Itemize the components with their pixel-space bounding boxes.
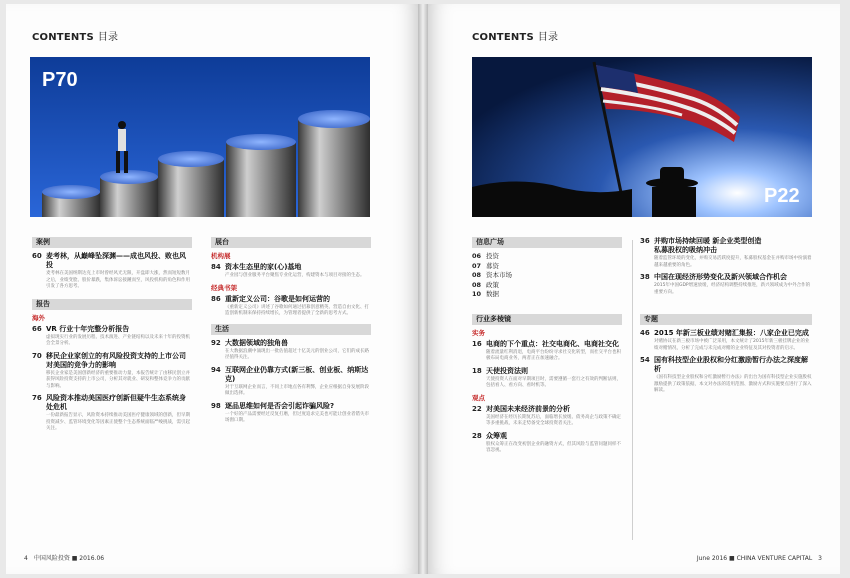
toc-item-22[interactable]: 22 对美国未来经济前景的分析 美国经济在经历长期复苏后，面临增长放缓、债务高企与政策不确定等多重挑战，未来走势备受全球投资者关注。	[472, 404, 621, 426]
book-spine	[418, 4, 428, 574]
flag-hero-image	[472, 57, 812, 217]
toc-item-60[interactable]: 60 麦考林，从巅峰坠深渊——成也风投、败也风投 麦考林在美国纳斯达克上市时曾经风光无限，开盘即大涨，然而短短数月之后，业绩变脸、股价暴跌，集体诉讼接踵而至，风投机构的角色和作用引发了各方思考。	[32, 252, 190, 289]
contents-header	[472, 28, 558, 43]
toc-item-54[interactable]: 54 国有科技型企业股权和分红激励暂行办法之深度解析 《国有科技型企业股权和分红激励暂行办法》的出台为国有科技型企业实施股权激励提供了政策依据，本文对办法的适用范围、激励方式和实施要点进行了深入解读。	[640, 356, 812, 393]
subsection-viewpoint: 观点	[472, 393, 485, 402]
section-header-industry: 行业多棱镜	[472, 314, 622, 325]
toc-item-70[interactable]: 70 移民企业家创立的有风险投资支持的上市公司对美国的竞争力的影响 移民企业家是美国创新经济的重要推动力量，本报告统计了由移民创立并获得风险投资支持的上市公司，分析其对就业、研发和整体竞争力的贡献与影响。	[32, 351, 190, 389]
subsection-overseas: 海外	[32, 313, 45, 322]
contents-title: CONTENTS	[32, 32, 94, 43]
contents-header	[32, 28, 118, 43]
toc-item-84[interactable]: 84 资本生态里的家(心)基地 产业园与创业服务平台聚焦专业化运营，构建资本与项目对接的生态。	[211, 263, 365, 278]
contents-title: CONTENTS	[472, 32, 534, 43]
toc-item-08b[interactable]: 08 政策	[472, 280, 499, 289]
toc-item-76[interactable]: 76 风险资本推动美国医疗创新但疑牛生态系统身处危机 一份最新报告显示，风险资本持续推动美国医疗健康领域的创新，但早期投资减少、监管环境变化等因素正使整个生态系统面临严峻挑战，需引起关注。	[32, 394, 190, 431]
toc-item-10[interactable]: 10 数据	[472, 290, 499, 298]
toc-item-06[interactable]: 06 投资	[472, 252, 499, 260]
toc-item-36[interactable]: 36 并购市场持续回暖 新企业类型创造 私募股权的吸纳冲击 随着监管环境的变化，并购交易活跃度提升，私募股权基金在并购市场中扮演着越来越重要的角色。	[640, 237, 812, 268]
contents-title-cn: 目录	[97, 32, 119, 43]
toc-item-38[interactable]: 38 中国在现经济形势变化及新兴领域合作机会 2015年中国GDP增速放缓，经济结构调整持续推进，新兴领域成为中外合作的重要方向。	[640, 273, 811, 295]
section-header-info-plaza: 信息广场	[472, 237, 622, 248]
toc-item-66[interactable]: 66 VR 行业十年完整分析报告 虚拟现实行业的发展历程、技术演进、产业链结构以及未来十年的投资机会全景分析。	[32, 324, 190, 346]
coins-hero-image	[30, 57, 370, 217]
left-page-footer: 4 中国风险投资 ■ 2016.06	[24, 555, 105, 562]
coins-stacks-illustration	[30, 57, 370, 217]
flag-cowboy-illustration	[472, 57, 812, 217]
page-label-p70: P70	[42, 69, 78, 91]
subsection-institution: 机构展	[211, 252, 231, 260]
contents-title-cn: 目录	[537, 32, 559, 43]
toc-item-98[interactable]: 98 逐品思维如何是否会引起诈骗风险? 一个好的产品需要经过反复打磨，但过度追求完美也可能让创业者错失市场窗口期。	[211, 401, 369, 423]
section-header-life: 生活	[211, 324, 371, 335]
toc-item-16[interactable]: 16 电商的下个重点：社交电商化、电商社交化 随着流量红利消退，电商平台纷纷寻求社交化转型，而社交平台也积极布局电商业务，两者正在加速融合。	[472, 339, 621, 361]
right-page-footer: June 2016 ■ CHINA VENTURE CAPITAL 3	[696, 555, 822, 562]
right-column-topics	[640, 237, 812, 399]
toc-item-94[interactable]: 94 互联网企业仍靠方式(新三板、创业板、纳斯达克) 对于互联网企业而言，不同上市地点各有利弊，企业应根据自身发展阶段做出选择。	[211, 365, 369, 396]
right-column-info	[472, 237, 622, 459]
toc-item-86[interactable]: 86 重新定义公司：谷歌是如何运营的 《重新定义公司》讲述了谷歌如何通过招募创意精英、营造自由文化、打造创新机制来保持持续增长，为管理者提供了全新的思考方式。	[211, 294, 369, 316]
page-label-p22: P22	[764, 185, 800, 207]
toc-item-18[interactable]: 18 天使投资法则 天使投资人在面对早期项目时，需要遵循一套行之有效的判断法则，包括看人、看方向、看时机等。	[472, 366, 621, 388]
section-header-showcase: 展台	[211, 237, 371, 248]
toc-item-08a[interactable]: 08 资本市场	[472, 271, 512, 279]
right-page	[428, 4, 840, 574]
toc-item-92[interactable]: 92 大数据领域的独角兽 在大数据浪潮中涌现出一批估值超过十亿美元的创业公司，它们的成长路径值得关注。	[211, 338, 369, 360]
section-header-report: 报告	[32, 299, 192, 310]
left-column-cases	[32, 237, 192, 437]
toc-item-07[interactable]: 07 募资	[472, 261, 499, 270]
section-header-special-topic: 专题	[640, 314, 812, 325]
subsection-practice: 实务	[472, 328, 485, 337]
toc-item-28[interactable]: 28 众筹观 股权众筹正在改变初创企业的融资方式，但其风险与监管问题同样不容忽视。	[472, 431, 621, 453]
toc-item-46[interactable]: 46 2015 年新三板业绩对赌汇集报：八家企业已完成 对赌协议在新三板市场中被广泛采用，本文统计了2015年新三板挂牌企业的业绩对赌情况，分析了完成与未完成对赌的企业特征及其对投资者的启示。	[640, 329, 810, 351]
subsection-bookshelf: 经典书架	[211, 283, 237, 292]
column-divider	[632, 240, 633, 540]
left-column-showcase	[211, 237, 371, 429]
section-header-cases: 案例	[32, 237, 192, 248]
left-page	[6, 4, 418, 574]
